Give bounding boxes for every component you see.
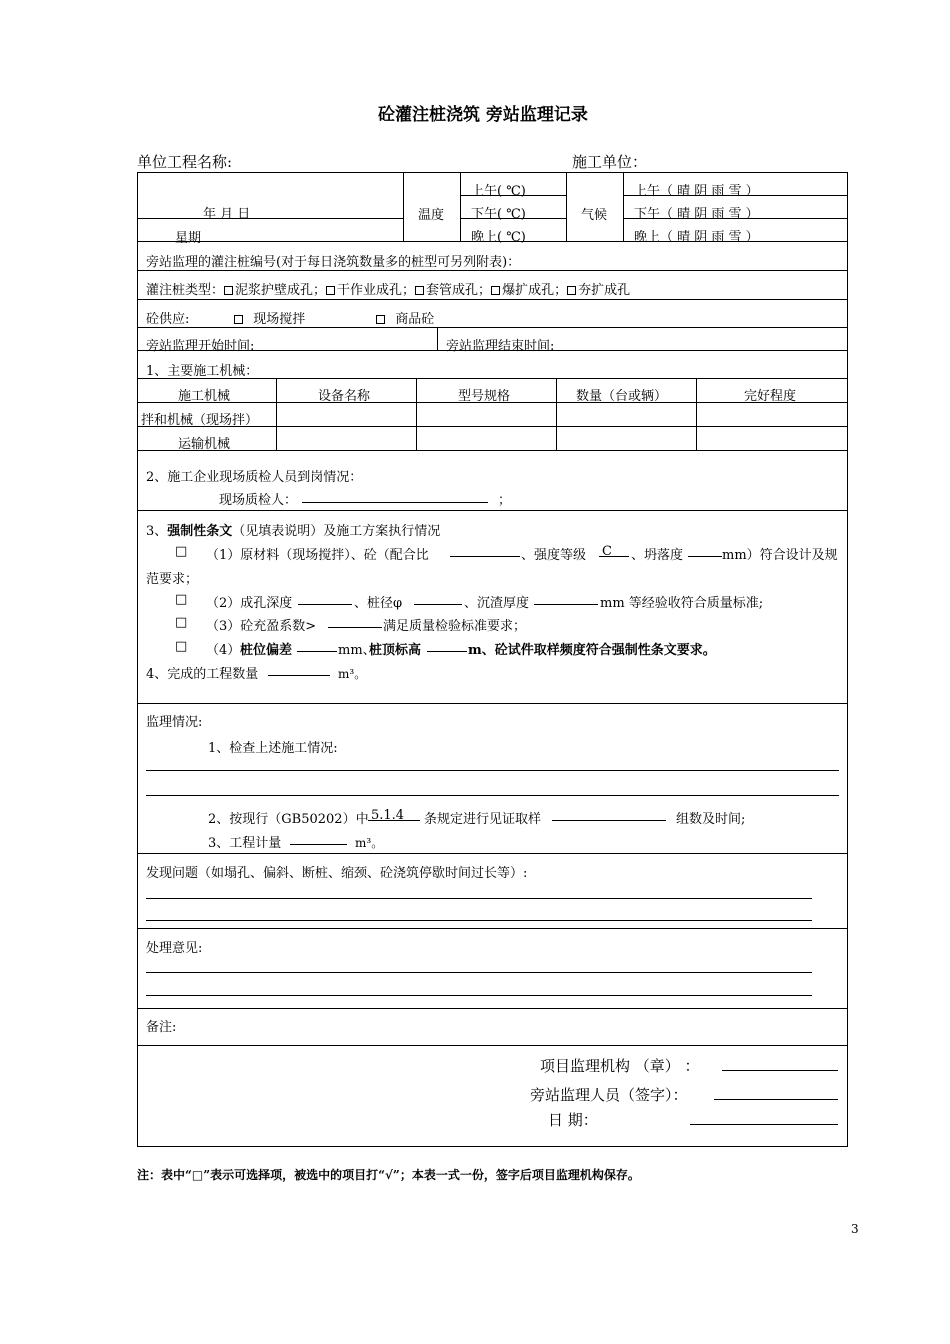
page-number: 3 — [851, 1222, 859, 1236]
supply-option-label: 商品砼 — [395, 312, 435, 327]
pile-dia-line — [414, 604, 462, 605]
mandatory-item4-a: （4） — [206, 643, 241, 658]
supervisor-signature-line — [714, 1099, 838, 1100]
machinery-col-header: 完好程度 — [744, 389, 797, 404]
supervisor-signature-label: 旁站监理人员（签字）： — [530, 1086, 688, 1104]
supervision-item2-a: 2、按现行（GB50202）中 — [208, 812, 369, 827]
inspector-field-line — [302, 502, 488, 503]
machinery-row-label: 拌和机械（现场拌） — [141, 413, 259, 428]
temp-pm: 下午( ℃) — [471, 207, 526, 222]
supply-option-site-mix — [234, 308, 305, 327]
start-time-label: 旁站监理开始时间: — [146, 339, 255, 354]
position-deviation-line — [297, 651, 337, 652]
mandatory-item1-c: 、坍落度 — [631, 548, 684, 563]
quantity-unit: m³。 — [338, 667, 367, 681]
problems-line-1 — [146, 898, 812, 899]
checkbox[interactable] — [234, 315, 243, 324]
mix-ratio-line — [450, 556, 520, 557]
weather-night: 晚上（ 晴 阴 雨 雪 ） — [634, 230, 759, 245]
pile-type-option: 干作业成孔； — [337, 283, 416, 298]
mandatory-item4-b: 桩位偏差 — [240, 643, 293, 658]
mandatory-item2-c: 、沉渣厚度 — [464, 596, 530, 611]
mandatory-item3-b: 满足质量检验标准要求； — [383, 619, 527, 634]
footnote: 注：表中“□”表示可选择项，被选中的项目打“√”；本表一式一份，签字后项目监理机构保存。 — [137, 1168, 640, 1182]
top-elevation-line — [427, 651, 467, 652]
date-signature-label: 日 期： — [548, 1111, 598, 1129]
pile-type-option: 套管成孔； — [426, 283, 492, 298]
mandatory-item1-a: （1）原材料（现场搅拌）、砼（配合比 — [206, 548, 429, 563]
remarks-label: 备注: — [146, 1020, 177, 1035]
mandatory-item2-d: mm 等经验收符合质量标准; — [600, 596, 764, 611]
org-stamp-line — [722, 1070, 838, 1071]
weather-am: 上午（ 晴 阴 雨 雪 ） — [634, 184, 759, 199]
weather-pm: 下午（ 晴 阴 雨 雪 ） — [634, 207, 759, 222]
mandatory-box-3[interactable]: □ — [175, 615, 188, 630]
quantity-line — [268, 675, 330, 676]
sample-line — [552, 820, 666, 821]
problems-label: 发现问题（如塌孔、偏斜、断桩、缩颈、砼浇筑停歇时间过长等）: — [146, 866, 528, 881]
end-time-label: 旁站监理结束时间: — [446, 339, 555, 354]
weather-label: 气候 — [581, 208, 608, 223]
pile-type-option: 泥浆护壁成孔； — [235, 283, 327, 298]
page-title: 砼灌注桩浇筑 旁站监理记录 — [378, 105, 588, 125]
supervision-line-2 — [146, 795, 839, 796]
opinion-label: 处理意见: — [146, 941, 203, 956]
inspector-field-label: 现场质检人： — [219, 493, 298, 508]
mandatory-item1-grade: C — [602, 544, 612, 559]
machinery-section-label: 1、主要施工机械： — [146, 364, 259, 379]
supervision-line-1 — [146, 770, 839, 771]
mandatory-item1-d: mm）符合设计及规 — [722, 548, 838, 563]
mandatory-item1-e: 范要求； — [146, 572, 199, 587]
pile-type-label: 灌注桩类型： — [146, 283, 225, 298]
supply-option-commercial — [376, 308, 434, 327]
supervision-label: 监理情况: — [146, 715, 203, 730]
mandatory-item3-a: （3）砼充盈系数> — [206, 619, 317, 634]
mandatory-box-1[interactable]: □ — [175, 544, 188, 559]
date-signature-line — [690, 1124, 838, 1125]
temp-night: 晚上( ℃) — [471, 230, 526, 245]
supervision-item2-code: 5.1.4 — [371, 808, 405, 823]
project-name-label: 单位工程名称: — [137, 153, 233, 171]
supervision-item2-c: 组数及时间; — [676, 812, 746, 827]
quantity-label: 4、完成的工程数量 — [146, 667, 259, 682]
slump-line — [688, 556, 722, 557]
mandatory-item2-b: 、桩径φ — [354, 596, 403, 611]
checkbox[interactable] — [224, 286, 233, 295]
hole-depth-line — [298, 604, 352, 605]
machinery-col-header: 设备名称 — [318, 389, 371, 404]
checkbox[interactable] — [326, 286, 335, 295]
opinion-line-1 — [146, 972, 812, 973]
pile-number-label: 旁站监理的灌注桩编号(对于每日浇筑数量多的桩型可另列附表)： — [146, 255, 521, 270]
checkbox[interactable] — [491, 286, 500, 295]
contractor-label: 施工单位： — [572, 153, 648, 171]
mandatory-box-2[interactable]: □ — [175, 592, 188, 607]
grade-line — [599, 556, 629, 557]
code-line — [368, 820, 420, 821]
inspector-suffix: ； — [498, 493, 512, 508]
pile-type-row — [146, 279, 630, 298]
concrete-supply-label: 砼供应: — [146, 312, 190, 327]
mandatory-item4-c: mm、 — [338, 643, 376, 658]
opinion-line-2 — [146, 995, 812, 996]
temp-am: 上午( ℃) — [471, 184, 526, 199]
mandatory-bold: 强制性条文 — [167, 524, 233, 539]
supervision-item2-b: 条规定进行见证取样 — [424, 812, 542, 827]
temperature-label: 温度 — [418, 208, 445, 223]
checkbox[interactable] — [567, 286, 576, 295]
pile-type-option: 爆扩成孔； — [502, 283, 568, 298]
machinery-col-header: 施工机械 — [178, 389, 231, 404]
problems-line-2 — [146, 920, 812, 921]
checkbox[interactable] — [376, 315, 385, 324]
supply-option-label: 现场搅拌 — [253, 312, 306, 327]
machinery-col-header: 型号规格 — [458, 389, 511, 404]
mandatory-item4-e: m、砼试件取样频度符合强制性条文要求。 — [468, 643, 716, 658]
supervision-item1: 1、检查上述施工情况: — [208, 741, 338, 756]
supervision-item3-a: 3、工程计量 — [208, 836, 282, 851]
machinery-row-label: 运输机械 — [178, 437, 231, 452]
metering-line — [290, 844, 347, 845]
mandatory-section-label — [146, 520, 440, 539]
mandatory-item4-d: 桩顶标高 — [369, 643, 422, 658]
org-stamp-label: 项目监理机构 （章） ： — [540, 1057, 700, 1075]
checkbox[interactable] — [415, 286, 424, 295]
mandatory-rest: （见填表说明）及施工方案执行情况 — [232, 524, 441, 539]
inspector-section-label: 2、施工企业现场质检人员到岗情况： — [146, 470, 363, 485]
mandatory-box-4[interactable]: □ — [175, 639, 188, 654]
mandatory-item2-a: （2）成孔深度 — [206, 596, 293, 611]
weekday-label: 星期 — [175, 231, 202, 246]
pile-type-option: 夯扩成孔 — [578, 283, 631, 298]
fill-factor-line — [328, 627, 382, 628]
sediment-line — [534, 604, 598, 605]
machinery-col-header: 数量（台或辆） — [576, 389, 668, 404]
supervision-item3-unit: m³。 — [355, 836, 384, 850]
mandatory-prefix: 3、 — [146, 524, 168, 539]
date-label: 年 月 日 — [203, 207, 251, 222]
mandatory-item1-b: 、强度等级 — [521, 548, 587, 563]
